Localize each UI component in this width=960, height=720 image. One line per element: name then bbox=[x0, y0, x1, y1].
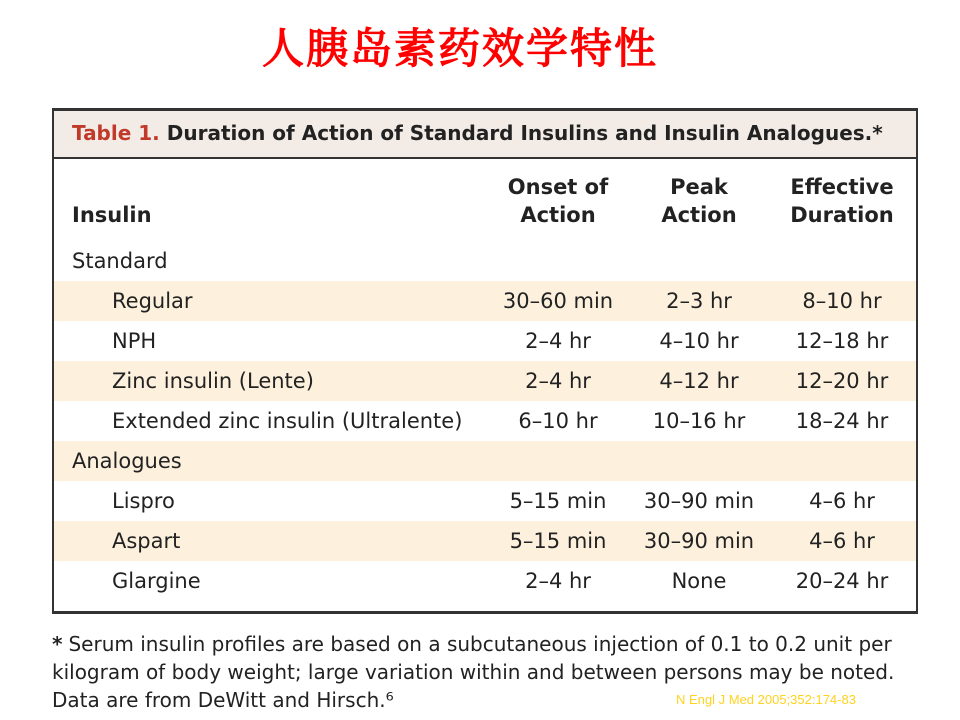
table-row bbox=[54, 321, 916, 361]
peak-cell: 10–16 hr bbox=[652, 409, 746, 433]
footnote-marker: * bbox=[52, 632, 63, 656]
table-row bbox=[54, 361, 916, 401]
group-row-standard bbox=[54, 241, 916, 281]
duration-cell: 18–24 hr bbox=[795, 409, 889, 433]
group-label: Standard bbox=[72, 249, 168, 273]
insulin-name: Extended zinc insulin (Ultralente) bbox=[112, 409, 463, 433]
peak-cell: 2–3 hr bbox=[630, 281, 768, 321]
onset-cell: 5–15 min bbox=[509, 489, 607, 513]
insulin-name: Regular bbox=[54, 281, 486, 321]
insulin-name: NPH bbox=[112, 329, 157, 353]
onset-cell: 5–15 min bbox=[486, 521, 630, 561]
insulin-name: Lispro bbox=[112, 489, 175, 513]
table-caption bbox=[54, 111, 916, 159]
duration-cell: 12–18 hr bbox=[795, 329, 889, 353]
table-header-row bbox=[54, 159, 916, 241]
peak-cell: 4–10 hr bbox=[659, 329, 739, 353]
duration-cell: 4–6 hr bbox=[809, 489, 875, 513]
duration-cell: 4–6 hr bbox=[768, 521, 916, 561]
onset-cell: 2–4 hr bbox=[486, 361, 630, 401]
onset-cell: 2–4 hr bbox=[525, 329, 591, 353]
insulin-name: Glargine bbox=[112, 569, 201, 593]
footnote-text: Serum insulin profiles are based on a subcutaneous injection of 0.1 to 0.2 unit per kilogram of body weight; large variation within and between persons may be noted. Data are from DeWitt and Hirsch.⁶ bbox=[52, 632, 895, 712]
peak-cell: 30–90 min bbox=[643, 489, 755, 513]
header-insulin: Insulin bbox=[72, 203, 152, 227]
table-row bbox=[54, 561, 916, 601]
duration-cell: 20–24 hr bbox=[795, 569, 889, 593]
table-row bbox=[54, 401, 916, 441]
duration-cell: 12–20 hr bbox=[768, 361, 916, 401]
peak-cell: None bbox=[671, 569, 727, 593]
group-label: Analogues bbox=[54, 441, 916, 481]
table-row bbox=[54, 521, 916, 561]
onset-cell: 2–4 hr bbox=[525, 569, 591, 593]
header-onset: Onset of Action bbox=[507, 175, 609, 227]
onset-cell: 6–10 hr bbox=[518, 409, 598, 433]
table-row bbox=[54, 281, 916, 321]
insulin-name: Zinc insulin (Lente) bbox=[54, 361, 486, 401]
table-caption-text: Duration of Action of Standard Insulins and Insulin Analogues.* bbox=[166, 121, 883, 145]
peak-cell: 30–90 min bbox=[630, 521, 768, 561]
table-row bbox=[54, 481, 916, 521]
citation-reference: N Engl J Med 2005;352:174-83 bbox=[676, 692, 856, 707]
header-duration: Effective Duration bbox=[790, 175, 894, 227]
insulin-name: Aspart bbox=[54, 521, 486, 561]
slide-title: 人胰岛素药效学特性 bbox=[261, 24, 658, 73]
group-row-analogues bbox=[54, 441, 916, 481]
header-peak: Peak Action bbox=[661, 175, 737, 227]
peak-cell: 4–12 hr bbox=[630, 361, 768, 401]
table-caption-number: Table 1. bbox=[72, 121, 160, 145]
duration-cell: 8–10 hr bbox=[768, 281, 916, 321]
insulin-table bbox=[54, 159, 916, 601]
onset-cell: 30–60 min bbox=[486, 281, 630, 321]
insulin-table-panel bbox=[52, 108, 918, 614]
